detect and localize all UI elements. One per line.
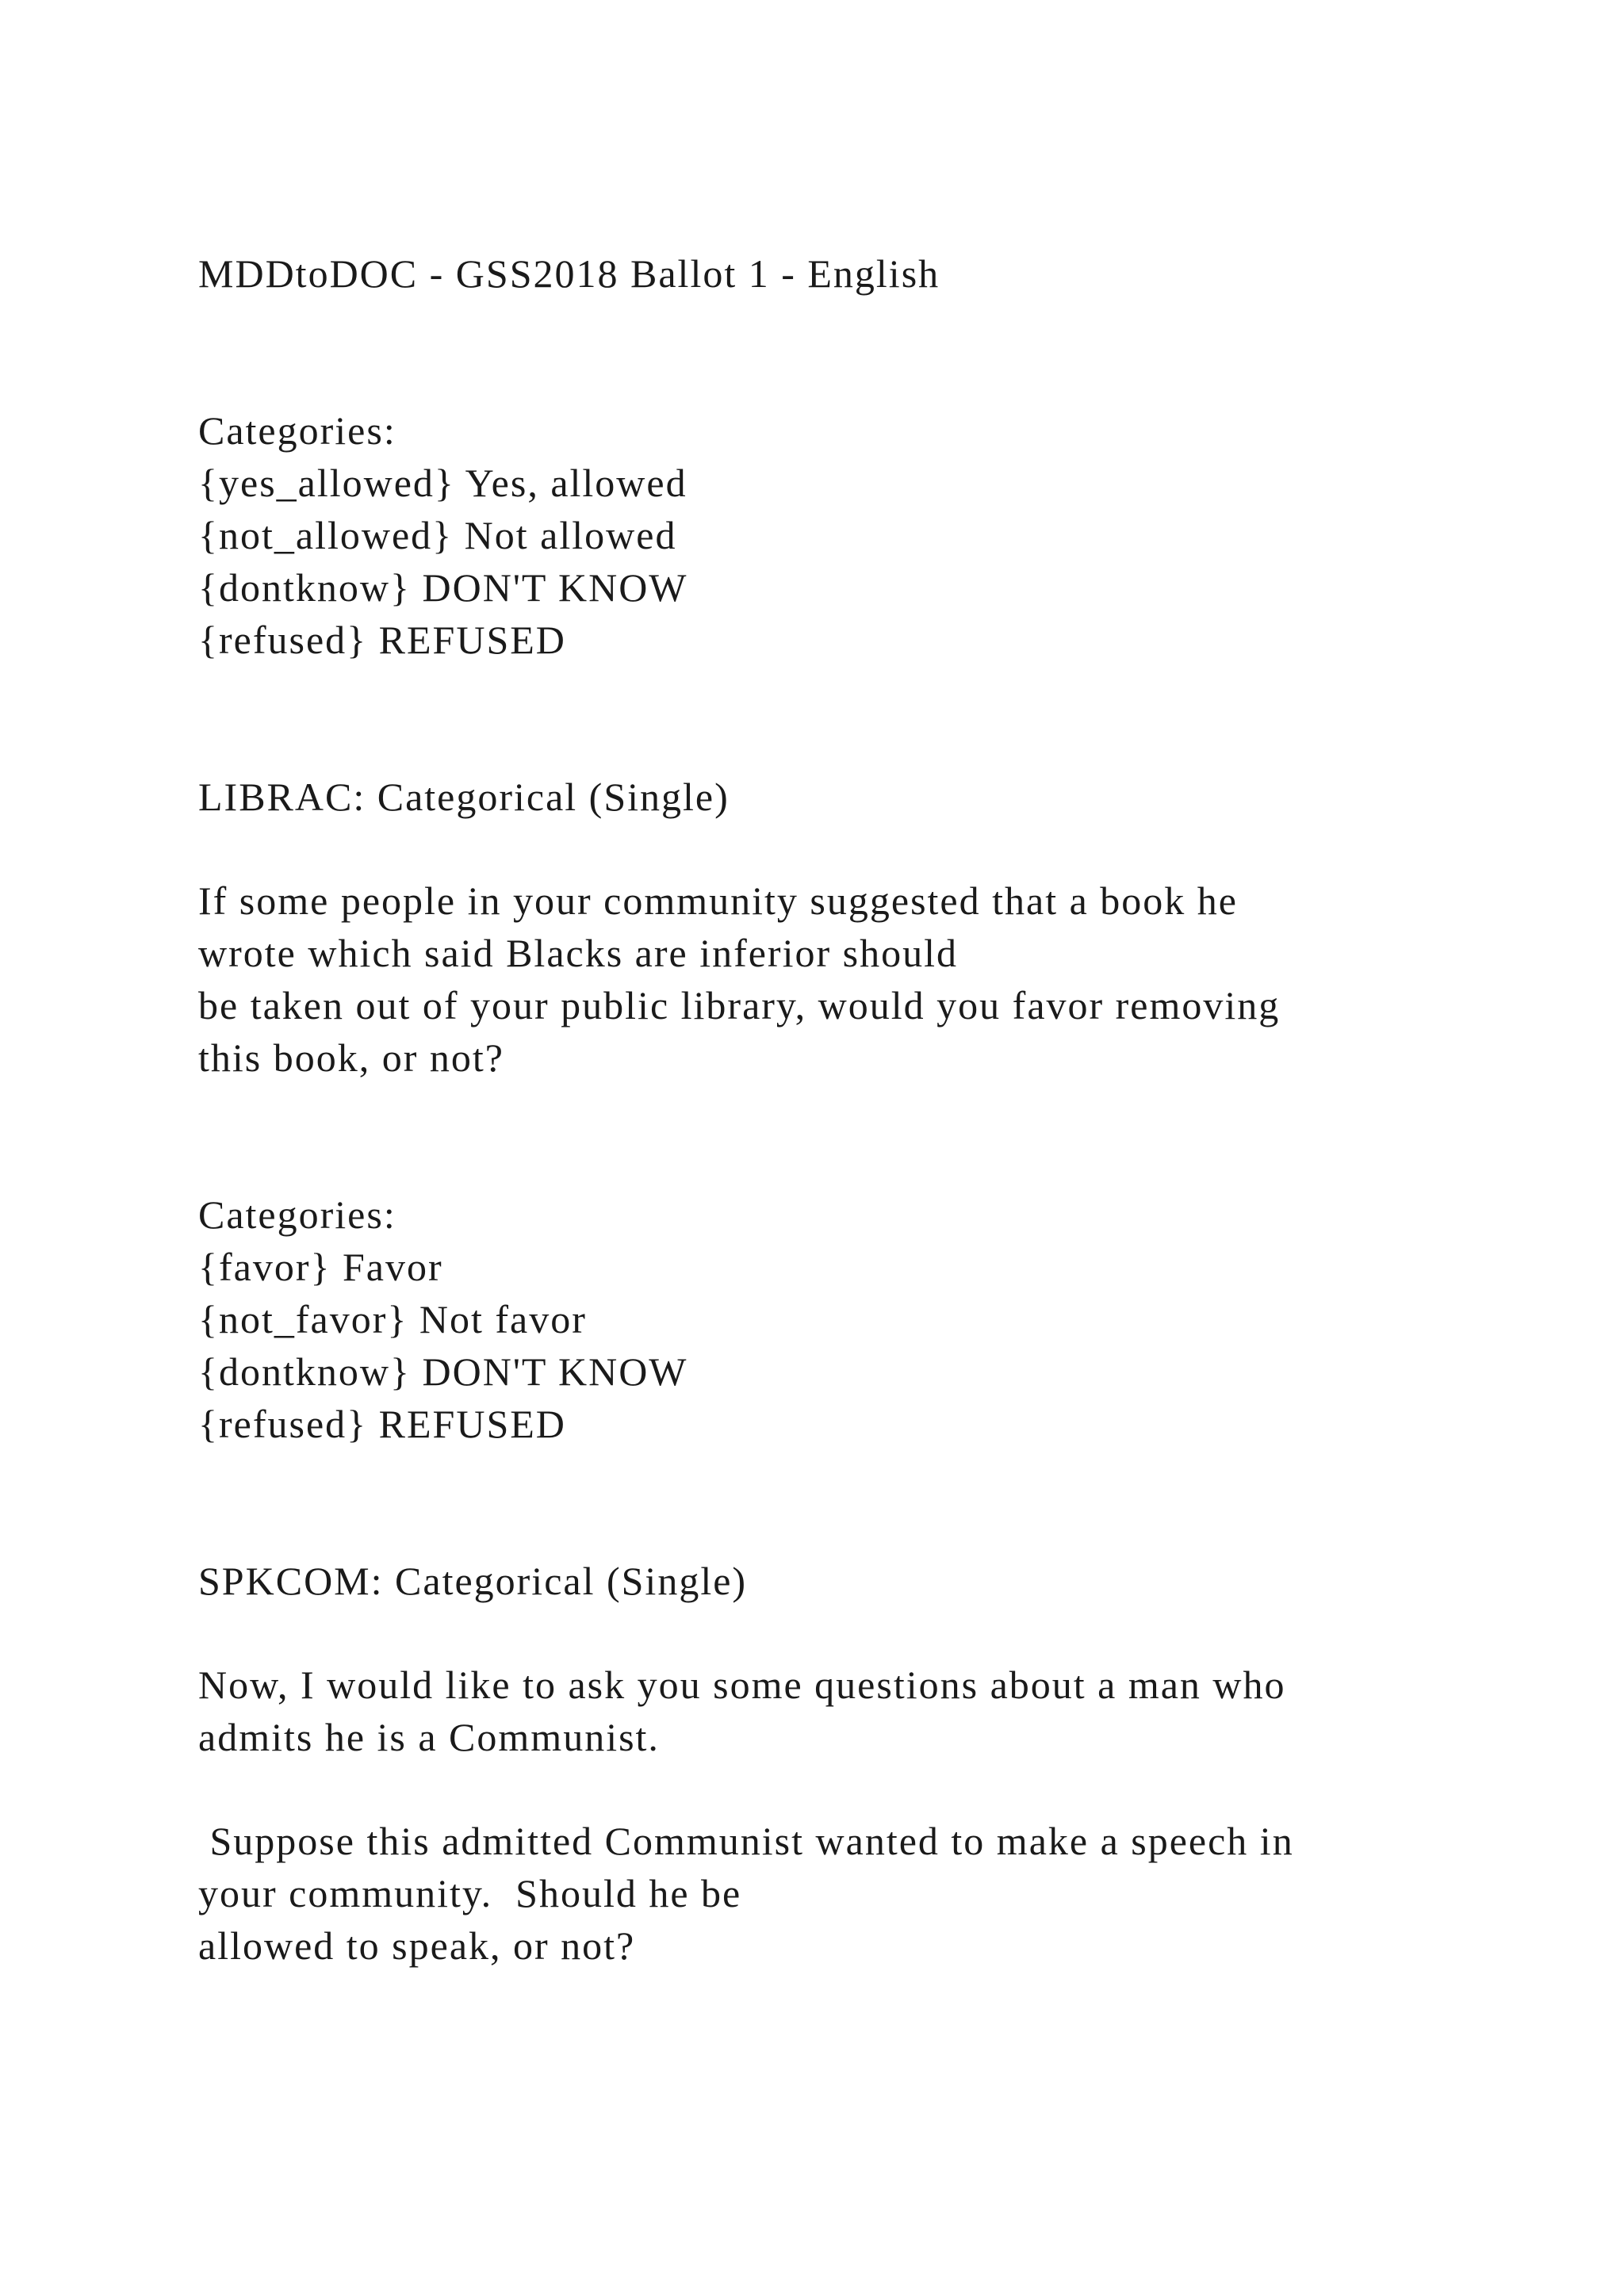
question-text-line: allowed to speak, or not? [198,1923,636,1968]
category-item: {dontknow} DON'T KNOW [198,1349,688,1394]
category-item: {refused} REFUSED [198,618,566,662]
question-header-librac: LIBRAC: Categorical (Single) [198,775,730,819]
categories-heading: Categories: [198,408,396,453]
question-intro-line: admits he is a Communist. [198,1715,660,1759]
question-text-line: Suppose this admitted Communist wanted to make a speech in [198,1819,1294,1863]
question-intro-line: Now, I would like to ask you some questions about a man who [198,1663,1286,1707]
question-text-line: If some people in your community suggested that a book he [198,878,1238,923]
category-item: {not_favor} Not favor [198,1297,587,1341]
category-item: {refused} REFUSED [198,1402,566,1446]
category-item: {not_allowed} Not allowed [198,513,677,557]
categories-heading: Categories: [198,1192,396,1237]
category-item: {yes_allowed} Yes, allowed [198,461,688,505]
question-text-line: wrote which said Blacks are inferior should [198,931,958,975]
question-text-line: your community. Should he be [198,1871,742,1915]
question-text-line: this book, or not? [198,1035,504,1080]
question-text-line: be taken out of your public library, would you favor removing [198,983,1281,1027]
document-title: MDDtoDOC - GSS2018 Ballot 1 - English [198,251,940,296]
category-item: {favor} Favor [198,1245,443,1289]
question-header-spkcom: SPKCOM: Categorical (Single) [198,1559,748,1603]
category-item: {dontknow} DON'T KNOW [198,565,688,610]
